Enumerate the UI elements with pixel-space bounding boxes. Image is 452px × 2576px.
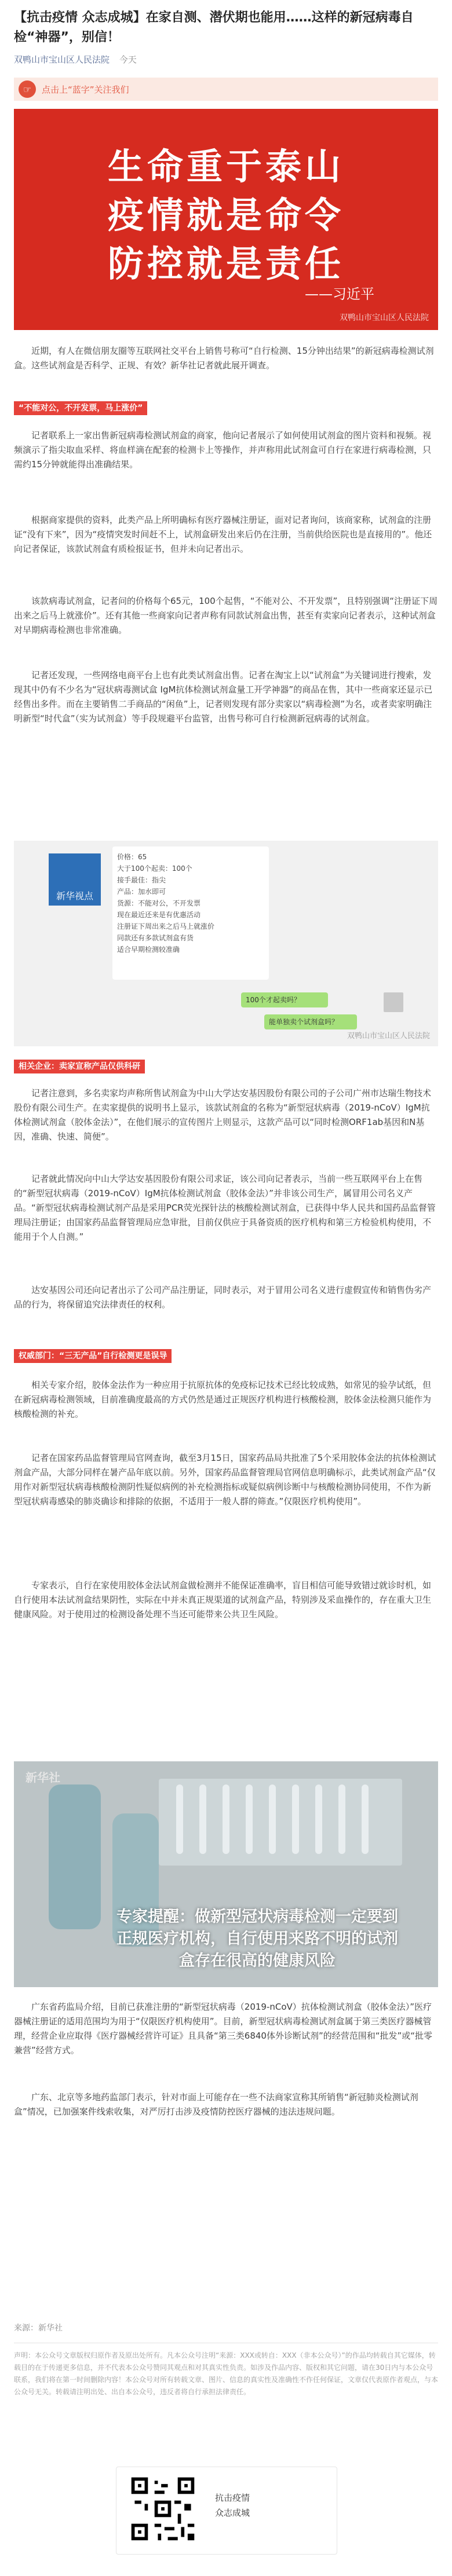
- buyer-message-1: 100个才起卖吗？: [241, 992, 328, 1007]
- buyer-avatar: [384, 992, 403, 1012]
- article-meta: [14, 53, 137, 65]
- caption-line-3: 盒存在很高的健康风险: [179, 1952, 336, 1970]
- paragraph-6: 记者注意到，多名卖家均声称所售试剂盒为中山大学达安基因股份有限公司的子公司广州市达瑞生物技术股份有限公司生产。在卖家提供的说明书上显示，该款试剂盒的名称为“新型冠状病毒（2019-nCoV）IgM抗体检测试剂盒（胶体金法）”，在他们展示的宣传图片上则显示，这款产品可以“同时检测ORF1ab基因和N基因，准确、快速、简便”。: [14, 1088, 432, 1142]
- paragraph-13: 广东、北京等多地药监部门表示，针对市面上可能存在一些不法商家宣称其所销售“新冠肺炎检测试剂盒”情况，已加强案件线索收集，对严厉打击涉及疫情防控医疗器械的违法违规问题。: [14, 2092, 418, 2117]
- hero-line-2: 疫情就是命令: [107, 194, 344, 236]
- seller-message: 价格：65 大于100个起卖：100个 接手最佳：指尖 产品：加水即可 货源：不能对公，不开发票 现在最近还来是有优惠活动 注册证下周出来之后马上就涨价 同款还有多款试剂盒有货 适合早期检测较准确: [112, 847, 269, 980]
- section-tag-2: 相关企业：卖家宣称产品仅供科研: [14, 1060, 145, 1073]
- paragraph-intro: 近期，有人在微信朋友圈等互联网社交平台上销售号称可“自行检测、15分钟出结果”的新冠病毒检测试剂盒。这些试剂盒是否科学、正规、有效？新华社记者就此展开调查。: [14, 346, 434, 371]
- disclaimer: 声明：本公众号文章版权归原作者及原出处所有。凡本公众号注明“来源：XXX或转自：XXX（非本公众号）”的作品均转载自其它媒体，转载目的在于传递更多信息，并不代表本公众号赞同其观点和对其真实性负责。如涉及作品内容、版权和其它问题，请在30日内与本公众号联系，我们将在第一时间删除内容！本公众号对所有转载文章、图片、信息的真实性及准确性不作任何保证，文章仅代表原作者观点，与本公众号无关。转载请注明出处、出自本公众号，违反者将自行承担法律责任。: [14, 2351, 439, 2396]
- paragraph-9: 相关专家介绍，胶体金法作为一种应用于抗原抗体的免疫标记技术已经比较成熟，如常见的验孕试纸，但在新冠病毒检测领域，目前准确度最高的方式仍然是通过正规医疗机构进行核酸检测，胶体金法检测只能作为核酸检测的补充。: [14, 1380, 432, 1419]
- paragraph-2: 记者联系上一家出售新冠病毒检测试剂盒的商家，他向记者展示了如何使用试剂盒的图片资料和视频。视频演示了指尖取血采样、将血样滴在配套的检测卡上等操作，并声称用此试剂盒可自行在家进行病毒检测，只需约15分钟就能得出准确结果。: [14, 430, 432, 470]
- pipette-tip: [269, 1784, 276, 1854]
- megaphone-icon: ☞: [19, 80, 36, 98]
- hero-line-3: 防控就是责任: [107, 243, 344, 285]
- photo-mark: 新华社: [25, 1771, 60, 1784]
- paragraph-10: 记者在国家药品监督管理局官网查询，截至3月15日，国家药品局共批准了5个采用胶体金法的抗体检测试剂盒产品，大部分同样在暑产品年底以前。另外，国家药品监督管理局官网信息明确标示，此类试剂盒产品“仅用作对新型冠状病毒核酸检测阴性疑似病例的补充检测指标或疑似病例诊断中与核酸检测协同使用，不作为新型冠状病毒感染的肺炎确诊和排除的依据，不适用于一般人群的筛查。”仅限医疗机构使用”。: [14, 1453, 436, 1507]
- article-source: 来源：新华社: [14, 2324, 63, 2333]
- chat-watermark: 双鸭山市宝山区人民法院: [347, 1032, 430, 1040]
- section-tag-3: 权威部门：“三无产品”自行检测更是误导: [14, 1349, 172, 1363]
- pipette-tip: [223, 1784, 229, 1854]
- buyer-message-2: 能单独卖个试剂盒吗？: [264, 1014, 357, 1029]
- chat-screenshot: [14, 841, 438, 1046]
- qr-code-icon[interactable]: [128, 2474, 198, 2544]
- pipette-tip: [315, 1784, 322, 1854]
- hero-image: [14, 109, 438, 330]
- photo-caption: [101, 1906, 414, 1972]
- qr-card[interactable]: [116, 2467, 337, 2555]
- section-tag-1: “不能对公，不开发票，马上涨价”: [14, 401, 147, 415]
- paragraph-5: 记者还发现，一些网络电商平台上也有此类试剂盒出售。记者在淘宝上以“试剂盒”为关键词进行搜索，发现其中仍有不少名为“冠状病毒测试盒 IgM抗体检测试剂盒量工开学神器”的商品在售，其中一些商家还显示已经售出多件。而在主要销售二手商品的“闲鱼”上，记者则发现有部分卖家以“病毒检测”为名，或者卖家明确注明新型“时代盒”（实为试剂盒）等手段规避平台监管，出售号称可自行检测新冠病毒的试剂盒。: [14, 670, 433, 724]
- hero-watermark: 双鸭山市宝山区人民法院: [340, 313, 429, 323]
- paragraph-11: 专家表示，自行在家使用胶体金法试剂盒做检测并不能保证准确率，盲目相信可能导致错过就诊时机，如自行使用本法试剂盒结果阴性，实际在中并未真正规渠道的试剂盒产品，特别涉及采血操作的，存在重大卫生健康风险。对于使用过的检测设备处理不当还可能带来公共卫生风险。: [14, 1580, 432, 1619]
- pipette-tip: [246, 1784, 253, 1854]
- seller-avatar: 新华视点: [49, 853, 101, 906]
- paragraph-3: 根据商家提供的资料，此类产品上所明确标有医疗器械注册证，面对记者询问，该商家称，试剂盒的注册证“没有下来”，因为“疫情突发时间赶不上，试剂盒研发出来后仍在注册，当前供给医院也是直接用的”。他还向记者保证，该款试剂盒有质检报证书，但并未向记者出示。: [14, 515, 432, 554]
- pipette: [49, 1784, 101, 1929]
- hero-line-1: 生命重于泰山: [107, 145, 344, 188]
- qr-title-line-2: 众志成城: [215, 2508, 250, 2518]
- qr-title: [215, 2490, 250, 2520]
- caption-line-1: 专家提醒：做新型冠状病毒检测一定要到: [116, 1908, 398, 1926]
- paragraph-4: 该款病毒试剂盒，记者问的价格每个65元，100个起售，“不能对公、不开发票”，且特别强调“注册证下周出来之后马上就涨价”。还有其他一些商家向记者声称有同款试剂盒出售，甚至有卖家向记者表示，这种试剂盒对早期病毒检测也非常准确。: [14, 596, 438, 635]
- pipette-tip: [176, 1784, 183, 1854]
- qr-title-line-1: 抗击疫情: [215, 2493, 250, 2503]
- paragraph-7: 记者就此情况向中山大学达安基因股份有限公司求证，该公司向记者表示，当前一些互联网平台上在售的“新型冠状病毒（2019-nCoV）IgM抗体检测试剂盒（胶体金法）”并非该公司生产，属冒用公司名义产品。“新型冠状病毒检测试剂产品是采用PCR荧光探针法的核酸检测试剂盒，已获得中华人民共和国药品监督管理局注册证；由国家药品监督管理局应急审批，目前仅供应于具备资质的医疗机构和第三方检验机构使用，不能用于个人自测。”: [14, 1174, 436, 1242]
- pipette-tip: [199, 1784, 206, 1854]
- lab-photo: [14, 1761, 438, 1987]
- follow-text: 点击上“蓝字”关注我们: [42, 84, 129, 95]
- publish-time: 今天: [119, 54, 137, 65]
- follow-banner[interactable]: [14, 78, 438, 101]
- hero-signature: ——习近平: [305, 286, 374, 302]
- pipette-tip: [292, 1784, 299, 1854]
- caption-line-2: 正规医疗机构，自行使用来路不明的试剂: [116, 1930, 398, 1948]
- pipette-tip: [362, 1784, 369, 1854]
- pipette-tip: [338, 1784, 345, 1854]
- account-name-link[interactable]: 双鸭山市宝山区人民法院: [14, 54, 110, 65]
- article-title: 【抗击疫情 众志成城】在家自测、潜伏期也能用……这样的新冠病毒自检“神器”，别信！: [14, 10, 414, 45]
- paragraph-8: 达安基因公司还向记者出示了公司产品注册证，同时表示，对于冒用公司名义进行虚假宣传和销售伪劣产品的行为，将保留追究法律责任的权利。: [14, 1285, 432, 1310]
- paragraph-12: 广东省药监局介绍，目前已获准注册的“新型冠状病毒（2019-nCoV）抗体检测试剂盒（胶体金法）”医疗器械注册证的适用范围均为用于“仅限医疗机构使用”。目前，新型冠状病毒检测试剂盒属于第三类医疗器械管理，经营企业应取得《医疗器械经营许可证》且具备“第三类6840体外诊断试剂”的经营范围和“批发”或“批零兼营”经营方式。: [14, 2002, 433, 2055]
